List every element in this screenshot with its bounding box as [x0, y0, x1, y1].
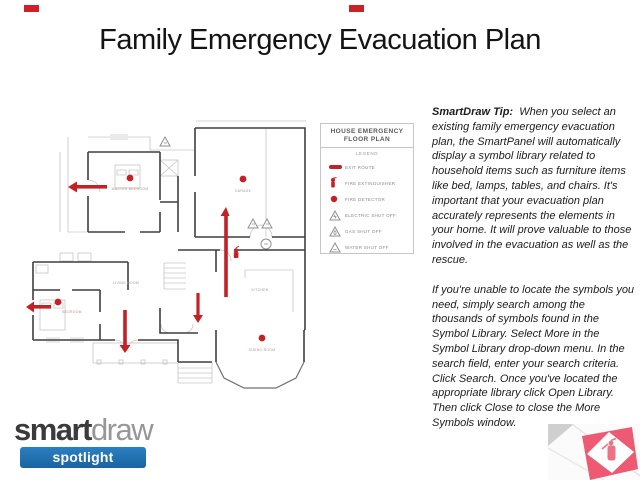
fire-detector-icon	[127, 175, 134, 182]
legend-subtitle: LEGEND	[355, 151, 379, 156]
exit-route-arrow	[120, 310, 131, 353]
legend-title-line2: FLOOR PLAN	[343, 136, 391, 143]
exit-route-arrow	[193, 293, 203, 323]
red-mark-left	[24, 5, 39, 12]
tip-paragraph-2: If you're unable to locate the symbols you need, simply search among the thousands of symbols found in the Symbol Library. Select More in the Symbol Library drop-down menu. In the search field, enter your search criteria. Click Search. Once you've located the appropriate library click Open Library. Then click Close to close the More Symbols window.	[432, 283, 635, 429]
red-mark-right	[349, 5, 364, 12]
fire-detector-icon	[259, 335, 266, 342]
legend-item: FIRE EXTINGUISHER	[329, 175, 407, 191]
brand-draw: draw	[90, 412, 153, 447]
fire-extinguisher-sign-photo	[548, 424, 640, 480]
floor-plan	[20, 112, 320, 404]
fire-detector-icon	[329, 194, 345, 204]
spotlight-badge: spotlight	[20, 447, 146, 468]
legend-items	[321, 156, 413, 255]
legend-title-line1: HOUSE EMERGENCY	[330, 128, 404, 135]
legend-item: GAS SHUT OFF	[329, 223, 407, 239]
tip-text-block	[432, 105, 637, 446]
legend-box	[320, 123, 414, 254]
fire-detector-icon	[55, 299, 62, 306]
fire-extinguisher-icon	[234, 246, 239, 258]
tip-heading: SmartDraw Tip:	[432, 106, 514, 118]
bay-window	[216, 362, 304, 388]
room-label-bedroom: BEDROOM	[62, 310, 82, 314]
page-title: Family Emergency Evacuation Plan	[99, 24, 541, 56]
fire-extinguisher-icon	[329, 177, 345, 189]
tip-paragraph-1-body: When you select an existing family emergency evacuation plan, the SmartPanel will automatically display a symbol library related to household items such as furniture items like bed, lamps, tables, and chairs. It's important that your evacuation plan accurately represents the elements in your home. It will prove valuable to those involved in the evacuation as well as the rescue.	[432, 106, 632, 266]
legend-title	[321, 124, 413, 148]
exit-route-arrow	[68, 182, 107, 193]
fire-detector-icon	[240, 176, 247, 183]
room-label-master-bedroom: MASTER BEDROOM	[111, 187, 149, 191]
legend-item: EXIT ROUTE	[329, 159, 407, 175]
room-label-dining-room: DINING ROOM	[248, 348, 276, 352]
brand-smart: smart	[14, 412, 91, 447]
electric-shut-off-icon	[329, 210, 345, 221]
legend-item: WATER SHUT OFF	[329, 239, 407, 255]
legend-item: ELECTRIC SHUT OFF	[329, 207, 407, 223]
exterior-light-walls	[36, 121, 306, 383]
exit-route-arrow	[221, 207, 230, 297]
gas-shut-off-icon	[329, 226, 345, 237]
room-label-kitchen: KITCHEN	[251, 288, 269, 292]
water-shut-off-icon	[329, 242, 345, 253]
legend-item: FIRE DETECTOR	[329, 191, 407, 207]
smartdraw-logo	[14, 414, 152, 468]
room-label-living-room: LIVING ROOM	[113, 281, 139, 285]
tip-paragraph-1	[432, 105, 637, 268]
utility-symbols	[160, 137, 272, 249]
room-label-garage: GARAGE	[234, 189, 252, 193]
brand-wordmark	[14, 414, 152, 446]
exit-route-icon	[329, 164, 345, 170]
exit-routes-and-detectors	[26, 175, 265, 353]
